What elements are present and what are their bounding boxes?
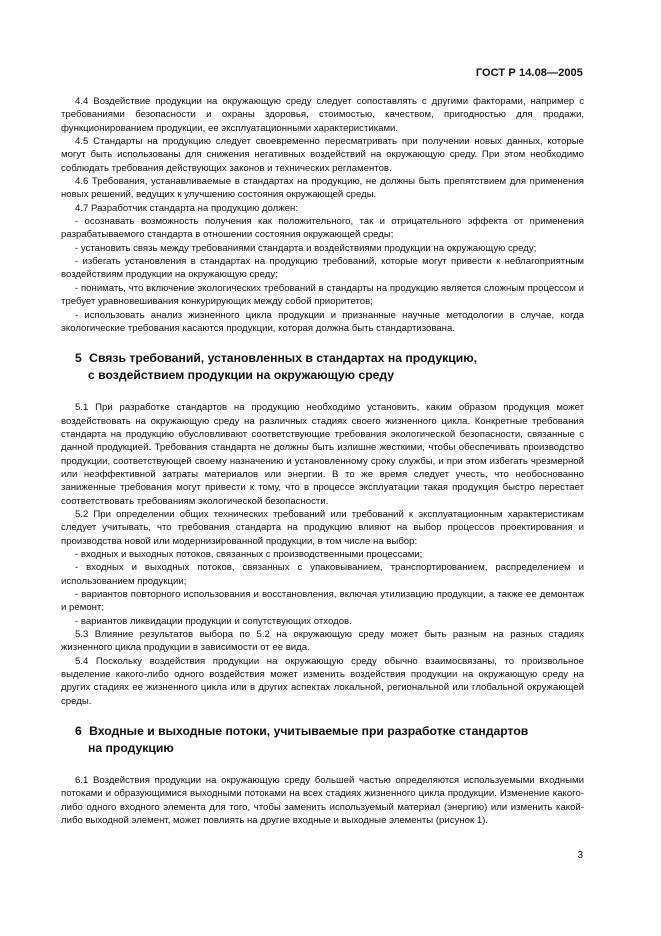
section-6-title-line2: на продукцию <box>88 740 174 755</box>
section-6-number: 6 <box>75 724 82 739</box>
section-5-title-line1: Связь требований, установленных в стандартах на продукцию, <box>89 351 478 366</box>
section-6-body <box>61 774 584 827</box>
clause-6-1: 6.1 Воздействия продукции на окружающую среду большей частью определяются используемыми входными потоками и образующимися выходными потоками на всех стадиях жизненного цикла продукции. Изменение какого-либо одного входного элемента для того, чтобы заменить используемый материал (энергию) или изменить какой-либо выходной элемент, может повлиять на другие входные и выходные элементы (рисунок 1). <box>61 775 584 827</box>
clause-5-2-item-3: - вариантов повторного использования и восстановления, включая утилизацию продукции, а также ее демонтаж и ремонт; <box>61 589 584 614</box>
clause-4-7-item-3: - избегать установления в стандартах на продукцию требований, которые могут привести к неблагоприятным воздействиям продукции на окружающую среду; <box>61 256 584 281</box>
section-6-title-line1: Входные и выходные потоки, учитываемые при разработке стандартов <box>89 724 529 739</box>
section-5-body <box>61 401 584 708</box>
clause-4-7-item-5: - использовать анализ жизненного цикла продукции и признанные научные методологии в случае, когда экологические требования касаются продукции, которая должна быть стандартизована. <box>61 309 584 334</box>
document-header: ГОСТ Р 14.08—2005 <box>475 67 583 79</box>
clause-4-7: 4.7 Разработчик стандарта на продукцию должен: <box>75 202 298 214</box>
section-5-heading <box>61 350 584 383</box>
clause-4-6: 4.6 Требования, устанавливаемые в стандартах на продукцию, не должны быть препятствием для применения новых решений, ведущих к улучшению состояния окружающей среды. <box>61 176 584 201</box>
page-number: 3 <box>577 850 583 861</box>
clause-5-1: 5.1 При разработке стандартов на продукцию необходимо установить, каким образом продукция может воздействовать на окружающую среду на различных стадиях своего жизненного цикла. Конкретные требования стандарта на продукцию обусловливают соответствующие требования экологической безопасности, связанные с данной продукцией. Требования стандарта не должны быть излишне жесткими, чтобы обеспечивать производство продукции, соответствующей своему назначению и установленному сроку службы, и при этом избегать чрезмерной или неэффективной затраты материалов или энергии. В то же время следует учесть, что необоснованно заниженные требования могут привести к тому, что в процессе эксплуатации такая продукция быстро перестает соответствовать требованиям экологической безопасности. <box>61 402 584 507</box>
clause-5-2-item-4: - вариантов ликвидации продукции и сопутствующих отходов. <box>75 615 352 627</box>
section-5-title-line2: с воздействием продукции на окружающую среду <box>88 367 395 382</box>
clause-5-2: 5.2 При определении общих технических требований или требований к эксплуатационным характеристикам следует учитывать, что требования стандарта на продукцию влияют на выбор процессов проектирования и производства новой или модернизированной продукции, в том числе на выбор: <box>61 508 584 547</box>
section-5-number: 5 <box>75 351 82 366</box>
clause-4-4: 4.4 Воздействие продукции на окружающую среду следует сопоставлять с другими факторами, например с требованиями безопасности и охраны здоровья, стоимостью, качеством, пригодностью для продажи, функционированием продукции, ее эксплуатационными характеристиками. <box>61 96 584 134</box>
page-content <box>61 95 584 827</box>
clause-5-2-item-1: - входных и выходных потоков, связанных с производственными процессами; <box>75 548 423 560</box>
clause-5-3: 5.3 Влияние результатов выбора по 5.2 на окружающую среду может быть разным на разных стадиях жизненного цикла продукции в зависимости от ее вида. <box>61 629 584 654</box>
clause-4-7-item-2: - установить связь между требованиями стандарта и воздействиями продукции на окружающую среду; <box>75 242 537 254</box>
clause-4-5: 4.5 Стандарты на продукцию следует своевременно пересматривать при получении новых данных, которые могут быть использованы для снижения негативных воздействий на окружающую среду. При этом необходимо соблюдать требования действующих законов и технических регламентов. <box>61 136 584 174</box>
clause-5-4: 5.4 Поскольку воздействия продукции на окружающую среду обычно взаимосвязаны, то произвольное выделение какого-либо одного воздействия может изменить воздействия продукции на окружающую среду на других стадиях ее жизненного цикла или в других аспектах локальной, региональной или глобальной окружающей среды. <box>61 655 584 707</box>
clause-4-continuation <box>61 95 584 335</box>
clause-4-7-item-1: - осознавать возможность получения как положительного, так и отрицательного эффекта от применения разрабатываемого стандарта в отношении состояния окружающей среды; <box>61 216 584 241</box>
clause-4-7-item-4: - понимать, что включение экологических требований в стандарты на продукцию является сложным процессом и требует уравновешивания конкурирующих между собой приоритетов; <box>61 282 584 308</box>
clause-5-2-item-2: - входных и выходных потоков, связанных с упаковыванием, транспортированием, распределением и использованием продукции; <box>61 562 584 587</box>
section-6-heading <box>61 723 584 756</box>
